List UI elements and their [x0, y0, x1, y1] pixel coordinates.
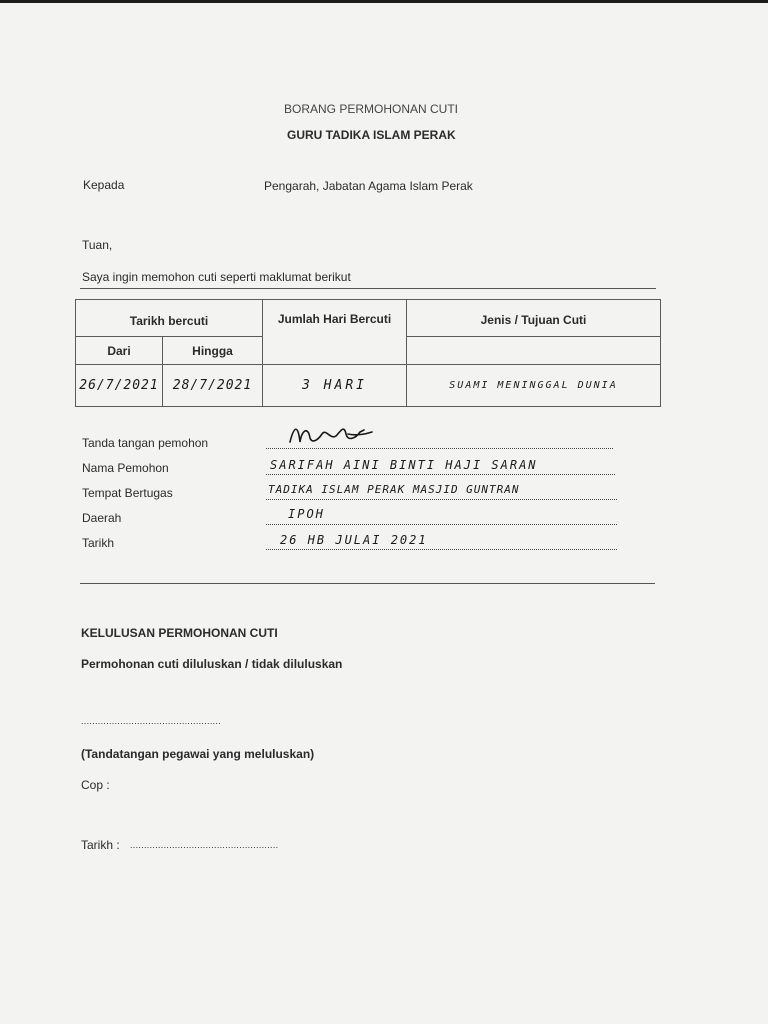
form-title: BORANG PERMOHONAN CUTI — [284, 102, 459, 116]
header-tarikh-bercuti: Tarikh bercuti — [76, 300, 263, 337]
signature-label: Tanda tangan pemohon — [82, 436, 209, 450]
date-label: Tarikh — [82, 536, 115, 550]
name-dotline — [266, 474, 615, 475]
cell-dari: 26/7/2021 — [76, 365, 163, 407]
form-subtitle: GURU TADIKA ISLAM PERAK — [287, 128, 456, 142]
date-dotline — [266, 549, 617, 550]
scan-top-edge — [0, 0, 768, 3]
jenis-blank-cell — [407, 337, 661, 365]
intro-underline — [80, 288, 656, 289]
salutation: Tuan, — [82, 238, 113, 252]
approver-sign-dots: .................................................. — [81, 716, 222, 726]
place-dotline — [266, 499, 617, 500]
name-value: SARIFAH AINI BINTI HAJI SARAN — [270, 458, 538, 472]
subheader-hingga: Hingga — [163, 337, 263, 365]
intro-text: Saya ingin memohon cuti seperti maklumat berikut — [82, 270, 351, 284]
district-value: IPOH — [288, 507, 325, 521]
approval-date-dots: ..................................................... — [130, 840, 279, 850]
district-dotline — [266, 524, 617, 525]
cell-hingga: 28/7/2021 — [163, 365, 263, 407]
name-label: Nama Pemohon — [82, 461, 169, 475]
approval-date-label: Tarikh : — [81, 838, 120, 852]
date-value: 26 HB JULAI 2021 — [280, 533, 428, 547]
cell-jenis: SUAMI MENINGGAL DUNIA — [407, 365, 661, 407]
recipient-value: Pengarah, Jabatan Agama Islam Perak — [264, 179, 473, 193]
cell-jumlah: 3 HARI — [263, 365, 407, 407]
recipient-label: Kepada — [83, 178, 125, 192]
approval-heading: KELULUSAN PERMOHONAN CUTI — [81, 626, 278, 640]
cop-label: Cop : — [81, 778, 110, 792]
approver-sign-caption: (Tandatangan pegawai yang meluluskan) — [81, 747, 315, 761]
place-label: Tempat Bertugas — [82, 486, 173, 500]
place-value: TADIKA ISLAM PERAK MASJID GUNTRAN — [268, 483, 520, 496]
signature-dotline — [266, 448, 613, 449]
header-jenis-tujuan: Jenis / Tujuan Cuti — [407, 300, 661, 337]
applicant-signature — [286, 420, 376, 450]
header-jumlah-hari: Jumlah Hari Bercuti — [263, 300, 407, 365]
approval-status: Permohonan cuti diluluskan / tidak diluluskan — [81, 657, 343, 671]
district-label: Daerah — [82, 511, 122, 525]
subheader-dari: Dari — [76, 337, 163, 365]
leave-table — [75, 299, 661, 407]
section-divider — [80, 583, 655, 584]
